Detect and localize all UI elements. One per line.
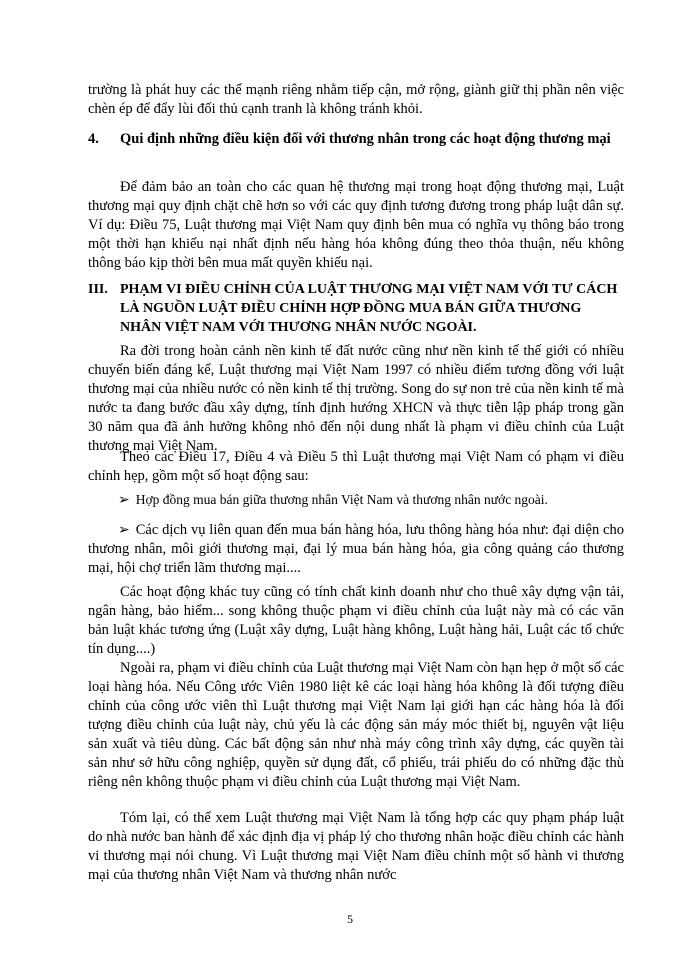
paragraph-other-activities: Các hoạt động khác tuy cũng có tính chất kinh doanh như cho thuê xây dựng vận tải, ngân hàng, bảo hiểm... song không thuộc phạm vi điều chỉnh của luật này mà có các văn bản luật khác tương ứng (Luật xây dựng, Luật hàng không, Luật hàng hải, Luật các tổ chức tín dụng....) xyxy=(88,584,624,657)
paragraph-section-4: Để đảm bảo an toàn cho các quan hệ thương mại trong hoạt động thương mại, Luật thương mại quy định chặt chẽ hơn so với các quy định tương đương trong pháp luật dân sự. Ví dụ: Điều 75, Luật thương mại Việt Nam quy định bên mua có nghĩa vụ thông báo trong một thời hạn khiếu nại nhất định nếu hàng hóa không đúng theo thỏa thuận, nếu không thông báo kịp thời bên mua mất quyền khiếu nại. xyxy=(88,179,624,271)
arrow-bullet-icon: ➢ xyxy=(118,492,130,508)
section-4-number: 4. xyxy=(88,131,99,147)
arrow-bullet-icon: ➢ xyxy=(118,522,130,538)
section-iii-heading xyxy=(88,280,624,337)
bullet-item-1 xyxy=(118,490,624,510)
paragraph-origin: Ra đời trong hoàn cảnh nền kinh tế đất nước cũng như nền kinh tế thế giới có nhiều chuyển biến đáng kể, Luật thương mại Việt Nam 1997 có nhiều điểm tương đồng với luật thương mại của nhiều nước có nền kinh tế thị trường. Song do sự non trẻ của nền kinh tế mà nước ta đang bước đầu xây dựng, tính định hướng XHCN và thực tiễn lập pháp trong gần 30 năm qua đã ảnh hưởng không nhỏ đến nội dung nhất là phạm vi điều chỉnh của Luật thương mại Việt Nam. xyxy=(88,343,624,454)
section-4-heading xyxy=(88,130,624,149)
section-iii-number: III. xyxy=(88,282,108,297)
paragraph-goods-scope: Ngoài ra, phạm vi điều chỉnh của Luật thương mại Việt Nam còn hạn hẹp ở một số các loại hàng hóa. Nếu Công ước Viên 1980 liệt kê các loại hàng hóa không là đối tượng điều chỉnh của công ước viên thì Luật thương mại Việt Nam lại giới hạn các hàng hóa là đối tượng điều chỉnh của luật này, chủ yếu là các động sản máy móc thiết bị, nguyên vật liệu sản xuất và tiêu dùng. Các bất động sản như nhà máy công trình xây dựng, các quyền tài sản như sở hữu công nghiệp, quyền sử dụng đất, cổ phiếu, trái phiếu do có những đặc thù riêng nên không thuộc phạm vi điều chỉnh của Luật thương mại Việt Nam. xyxy=(88,660,624,790)
bullet-text-2: Các dịch vụ liên quan đến mua bán hàng hóa, lưu thông hàng hóa như: đại diện cho thương nhân, môi giới thương mại, đại lý mua bán hàng hóa, gia công quảng cáo thương mại, hội chợ triển lãm thương mại.... xyxy=(88,522,624,576)
bullet-text-1: Hợp đồng mua bán giữa thương nhân Việt Nam và thương nhân nước ngoài. xyxy=(135,492,548,507)
paragraph-intro: trường là phát huy các thế mạnh riêng nhằm tiếp cận, mở rộng, giành giữ thị phần nên việc chèn ép để đẩy lùi đối thủ cạnh tranh là không tránh khỏi. xyxy=(88,82,624,117)
paragraph-conclusion: Tóm lại, có thể xem Luật thương mại Việt Nam là tổng hợp các quy phạm pháp luật do nhà nước ban hành để xác định địa vị pháp lý cho thương nhân hoặc điều chỉnh các hành vi thương mại nói chung. Vì Luật thương mại Việt Nam điều chỉnh một số hành vi thương mại của thương nhân Việt Nam và thương nhân nước xyxy=(88,810,624,883)
section-iii-title: PHẠM VI ĐIỀU CHỈNH CỦA LUẬT THƯƠNG MẠI VIỆT NAM VỚI TƯ CÁCH LÀ NGUỒN LUẬT ĐIỀU CHỈNH HỢP ĐỒNG MUA BÁN GIỮA THƯƠNG NHÂN VIỆT NAM VỚI THƯƠNG NHÂN NƯỚC NGOÀI. xyxy=(120,282,618,335)
paragraph-scope: Theo các Điều 17, Điều 4 và Điều 5 thì Luật thương mại Việt Nam có phạm vi điều chỉnh hẹp, gồm một số hoạt động sau: xyxy=(88,449,624,484)
bullet-item-2 xyxy=(88,521,624,578)
section-4-title: Qui định những điều kiện đối với thương nhân trong các hoạt động thương mại xyxy=(120,131,611,147)
page-number: 5 xyxy=(347,912,353,926)
